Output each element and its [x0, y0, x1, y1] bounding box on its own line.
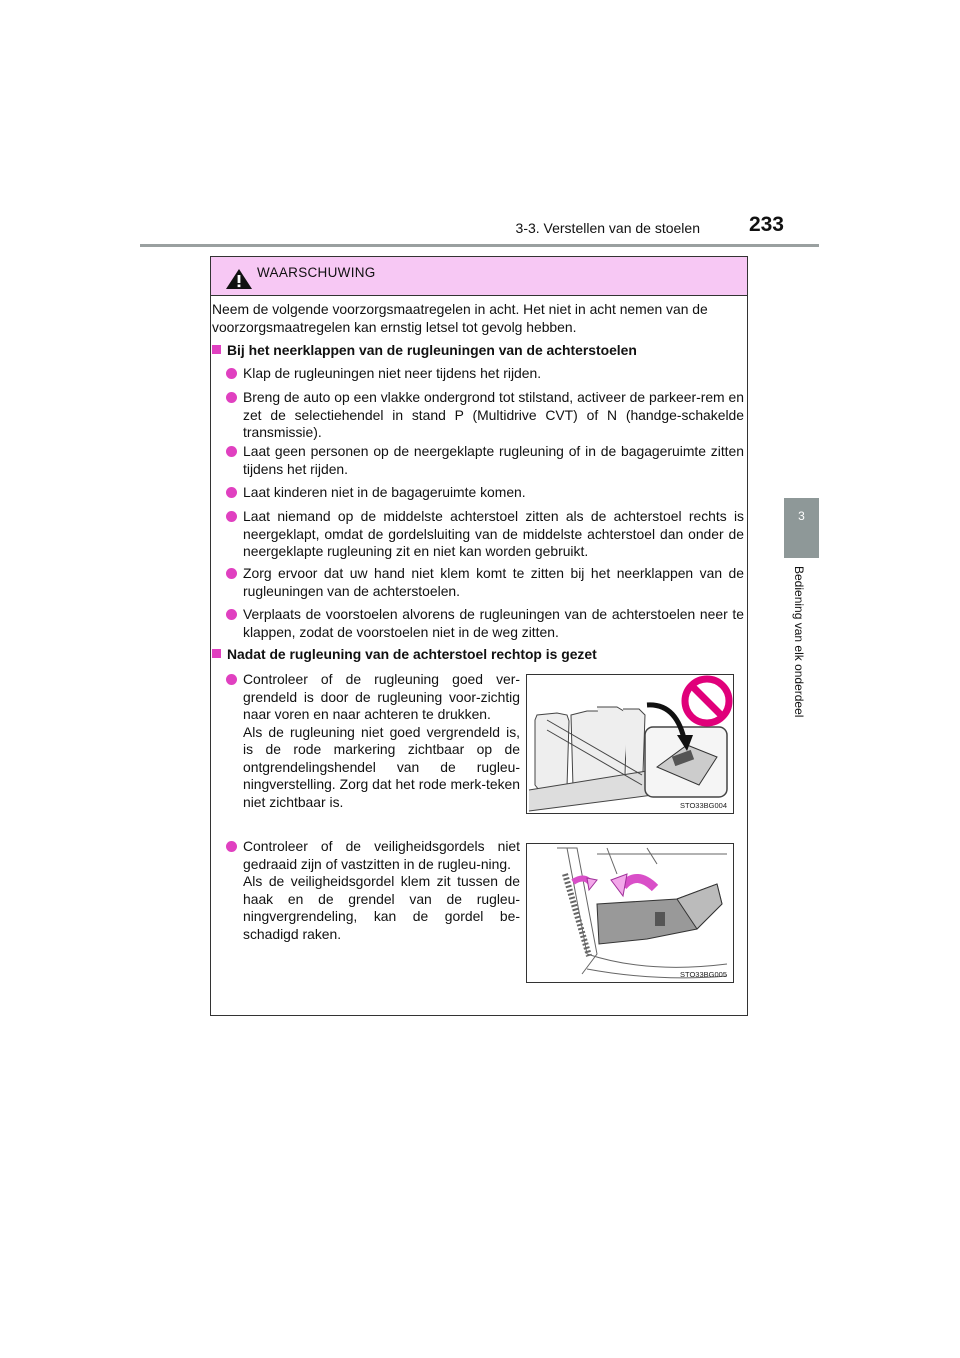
page-number: 233: [748, 213, 784, 236]
figure-seatbelt: [526, 843, 734, 983]
list-item: Zorg ervoor dat uw hand niet klem komt te zitten bij het neerklappen van de rugleuningen van de achterstoelen.: [226, 565, 744, 600]
warning-triangle-icon: [225, 268, 253, 290]
list-item: Verplaats de voorstoelen alvorens de rugleuningen van de achterstoelen neer te klappen, zodat de voorstoelen niet in de weg zitten.: [226, 606, 744, 641]
side-tab: 3: [784, 498, 819, 558]
warning-intro: Neem de volgende voorzorgsmaatregelen in acht. Het niet in acht nemen van de voorzorgsmaatregelen kan ernstig letsel tot gevolg hebben.: [212, 301, 708, 335]
bullet-icon: [226, 609, 237, 620]
section-heading: Nadat de rugleuning van de achterstoel rechtop is gezet: [212, 646, 597, 664]
bullet-icon: [226, 446, 237, 457]
section-heading: Bij het neerklappen van de rugleuningen van de achterstoelen: [212, 342, 637, 360]
bullet-icon: [226, 487, 237, 498]
seatbelt-illustration: [527, 844, 733, 982]
seat-lever-illustration: [527, 675, 733, 813]
list-item: Laat kinderen niet in de bagageruimte komen.: [226, 484, 744, 502]
list-item: Laat geen personen op de neergeklapte rugleuning of in de bagageruimte zitten tijdens het rijden.: [226, 443, 744, 478]
warning-box: [210, 256, 748, 1016]
header-rule: [140, 244, 819, 247]
square-bullet-icon: [212, 345, 221, 354]
bullet-icon: [226, 841, 237, 852]
bullet-icon: [226, 368, 237, 379]
bullet-icon: [226, 568, 237, 579]
warning-title: WAARSCHUWING: [257, 265, 376, 280]
list-item: Laat niemand op de middelste achterstoel zitten als de achterstoel rechts is neergeklapt, omdat de gordelsluiting van de middelste achterstoel dan onder de neergeklapte rugleuning zit en niet kan worden gebruikt.: [226, 508, 744, 561]
bullet-icon: [226, 511, 237, 522]
bullet-icon: [226, 392, 237, 403]
figure-seat-lever: [526, 674, 734, 814]
side-label: Bediening van elk onderdeel: [792, 566, 806, 718]
list-item: Controleer of de veiligheidsgordels niet gedraaid zijn of vastzitten in de rugleu-ning. Als de veiligheidsgordel klem zit tussen de haak en de grendel van de rugleu-ningvergrendeling, kan de gordel be-schadigd raken.: [226, 838, 520, 943]
list-item: Controleer of de rugleuning goed ver-grendeld is door de rugleuning voor-zichtig naar voren en naar achteren te drukken. Als de rugleuning niet goed vergrendeld is, is de rode markering zichtbaar op de ontgrendelingshendel van de rugleu-ningverstelling. Zorg dat het rode merk-teken niet zichtbaar is.: [226, 671, 520, 811]
section-title: 3-3. Verstellen van de stoelen: [515, 220, 700, 236]
bullet-icon: [226, 674, 237, 685]
list-item: Klap de rugleuningen niet neer tijdens het rijden.: [226, 365, 744, 383]
figure-code: STO33BG004: [680, 801, 727, 810]
warning-header: [211, 257, 747, 296]
list-item: Breng de auto op een vlakke ondergrond tot stilstand, activeer de parkeer-rem en zet de selectiehendel in stand P (Multidrive CVT) of N (handge-schakelde transmissie).: [226, 389, 744, 442]
square-bullet-icon: [212, 649, 221, 658]
prohibited-icon: [685, 679, 729, 723]
figure-code: STO33BG005: [680, 970, 727, 979]
